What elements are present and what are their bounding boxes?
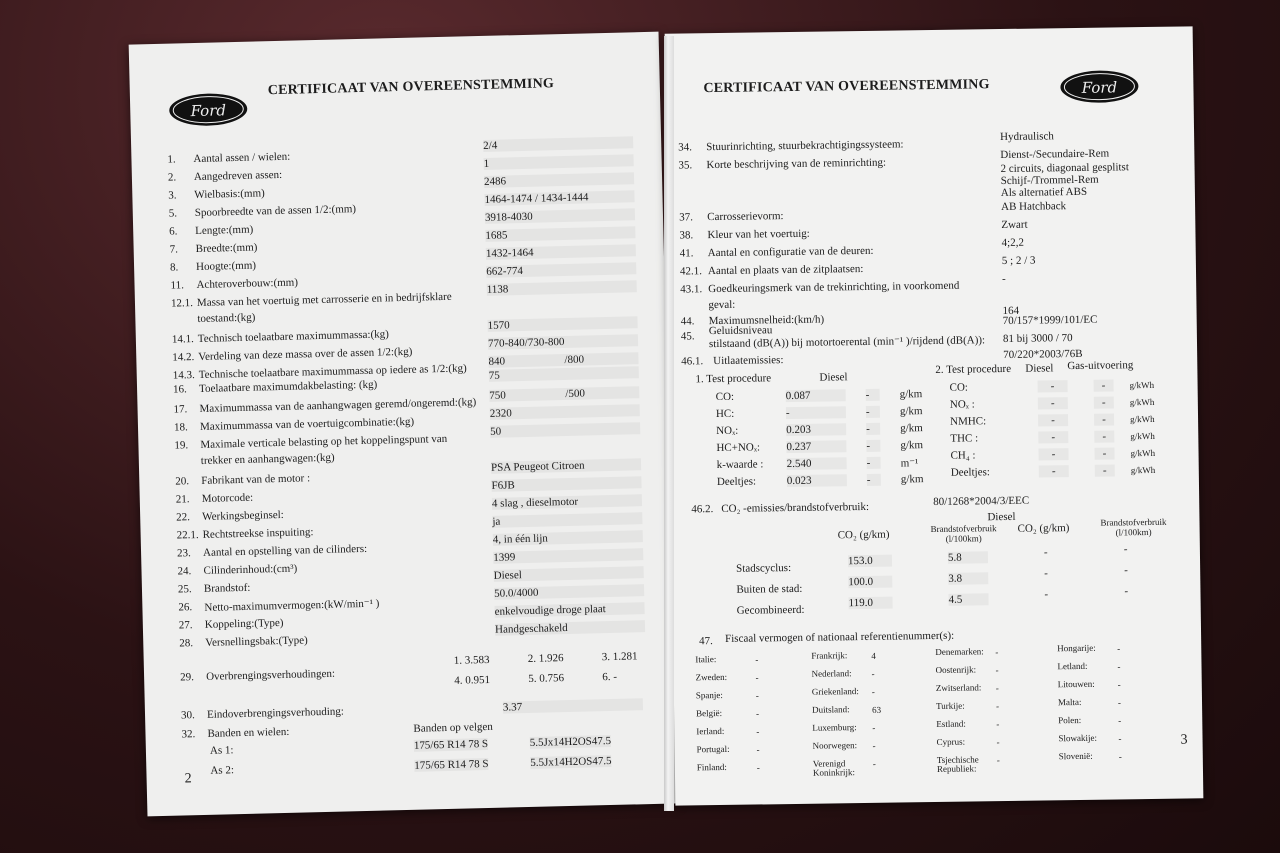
emission-value: -	[1038, 380, 1068, 392]
emission-value-2: -	[1095, 464, 1115, 476]
emission-unit: g/kWh	[1130, 447, 1156, 459]
spec-label: Kleur van het voertuig:	[707, 227, 810, 242]
emission-name: CO:	[949, 381, 969, 394]
country-name: Zwitserland:	[935, 682, 982, 694]
emission-value: -	[1038, 414, 1068, 426]
item-number: 8.	[169, 261, 179, 274]
country-value: -	[755, 690, 759, 701]
axle-label: As 2:	[210, 764, 235, 777]
co2-col-header: CO₂ (g/km)	[837, 528, 890, 542]
fuel-value: 4.5	[948, 593, 988, 606]
country-name: Frankrijk:	[811, 650, 848, 661]
item-number: 16.	[172, 383, 187, 396]
spec-label: Korte beschrijving van de reminrichting:	[706, 156, 887, 172]
final-drive-label: Eindoverbrengingsverhouding:	[206, 705, 345, 721]
country-name: Spanje:	[695, 689, 723, 701]
country-value: -	[1117, 679, 1121, 690]
spec-value	[490, 438, 640, 442]
country-value: -	[995, 647, 999, 658]
item-number: 19.	[174, 439, 189, 452]
co2-value: 119.0	[849, 597, 893, 610]
emission-value: -	[1039, 465, 1069, 477]
spec-label: Aantal en configuratie van de deuren:	[707, 244, 874, 260]
country-value: -	[1118, 733, 1122, 744]
country-name: Zweden:	[695, 671, 728, 683]
spec-label: Goedkeuringsmerk van de trekinrichting, in voorkomend	[708, 279, 960, 296]
fuel-value-2: -	[1124, 585, 1129, 598]
co2-row-name: Buiten de stad:	[736, 582, 803, 596]
item-number: 12.1.	[170, 297, 194, 310]
emission-unit: g/km	[899, 388, 923, 401]
spec-label: Maximale verticale belasting op het koppelingspunt van	[200, 432, 448, 451]
fuel-value: 5.8	[948, 551, 988, 564]
co2-value-2: -	[1044, 567, 1048, 580]
item-number: 6.	[169, 225, 178, 238]
country-name: Luxemburg:	[812, 722, 857, 733]
country-name: Letland:	[1057, 660, 1088, 672]
spec-label: Cilinderinhoud:(cm³)	[203, 562, 298, 577]
country-name: Verenigd Koninkrijk:	[812, 758, 856, 778]
emission-name: HC+NOₓ:	[716, 441, 761, 455]
emission-value-2: -	[866, 389, 880, 401]
spec-value: 5 ; 2 / 3	[1001, 254, 1036, 268]
spec-label: Toelaatbare maximumdakbelasting: (kg)	[198, 378, 378, 395]
spec-value: 1685	[485, 226, 635, 242]
emission-value: 0.237	[786, 440, 846, 453]
gear-ratio: 2. 1.926	[527, 652, 564, 666]
item-number: 47.	[699, 635, 713, 648]
item-number: 42.1.	[679, 265, 703, 278]
item-number: 18.	[173, 421, 188, 434]
item-number: 11.	[170, 279, 185, 292]
item-number: 14.2.	[172, 351, 195, 364]
co2-value-2: -	[1043, 546, 1048, 559]
spec-value: AB Hatchback	[1001, 200, 1067, 214]
country-name: Cyprus:	[936, 736, 966, 747]
spec-label: Rechtstreekse inspuiting:	[202, 526, 314, 541]
spec-label: Carrosserievorm:	[707, 210, 784, 224]
spec-label: Hoogte:(mm)	[195, 259, 257, 274]
country-name: Turkije:	[935, 700, 965, 711]
right-page	[665, 26, 1204, 805]
emission-name: CO:	[715, 390, 735, 404]
spec-value: 662-774	[486, 262, 636, 278]
spec-label: Motorcode:	[201, 491, 254, 505]
spec-label: geval:	[708, 298, 736, 312]
spec-label: Spoorbreedte van de assen 1/2:(mm)	[194, 203, 357, 220]
country-name: Italie:	[695, 654, 717, 665]
emission-name: Deeltjes:	[716, 475, 757, 489]
country-value: -	[996, 719, 1000, 730]
fiscal-label: Fiscaal vermogen of nationaal referentienummer(s):	[725, 629, 955, 645]
country-value: -	[1118, 751, 1122, 762]
item-number: 34.	[678, 141, 693, 154]
country-name: Estland:	[936, 718, 966, 729]
co2-col-header: CO₂ (g/km)	[1017, 522, 1070, 535]
item-number: 5.	[168, 207, 178, 220]
spec-value: enkelvoudige droge plaat	[494, 602, 644, 618]
spec-label: Koppeling:(Type)	[204, 616, 284, 631]
spec-label: Wielbasis:(mm)	[194, 187, 265, 202]
emission-name: k-waarde :	[716, 458, 764, 472]
spec-value	[487, 296, 637, 300]
spec-value: 1	[484, 154, 634, 170]
item-number: 46.1.	[681, 355, 704, 368]
spec-value: 75	[489, 366, 639, 382]
gear-ratio: 4. 0.951	[454, 673, 491, 687]
tyre-size: 175/65 R14 78 S	[414, 758, 489, 772]
emission-value: -	[1038, 397, 1068, 409]
item-number: 35.	[678, 159, 693, 172]
emission-unit: g/km	[900, 473, 924, 486]
country-value: -	[995, 683, 999, 694]
emission-unit: m⁻¹	[900, 457, 919, 470]
spec-value: 2320	[490, 404, 640, 420]
spec-value: 4 slag , dieselmotor	[492, 494, 642, 510]
emission-value: 2.540	[787, 457, 847, 470]
spec-label: Massa van het voertuig met carrosserie en in bedrijfsklare	[196, 290, 452, 309]
emission-name: HC:	[715, 407, 735, 421]
country-value: -	[872, 722, 876, 733]
item-number: 14.1.	[171, 333, 195, 346]
tyres-header: Banden op velgen	[413, 720, 494, 735]
country-value: 4	[871, 650, 876, 661]
spec-value: 1138	[487, 280, 637, 296]
emission-unit: g/kWh	[1129, 396, 1155, 408]
tyre-size: 175/65 R14 78 S	[413, 738, 489, 752]
spec-label: trekker en aanhangwagen:(kg)	[200, 451, 335, 467]
country-name: Denemarken:	[935, 646, 984, 658]
spec-value: 1399	[493, 548, 643, 564]
spec-value: 50.0/4000	[494, 584, 644, 600]
country-value: -	[995, 665, 999, 676]
spec-value: PSA Peugeot Citroen	[491, 458, 641, 474]
country-name: Duitsland:	[812, 704, 850, 715]
item-number: 3.	[168, 189, 177, 202]
emission-unit: g/km	[900, 422, 923, 435]
country-name: Polen:	[1058, 714, 1082, 726]
spec-label: Werkingsbeginsel:	[202, 508, 284, 523]
country-value: -	[1117, 661, 1121, 672]
country-name: Finland:	[696, 761, 727, 773]
country-name: Ierland:	[696, 725, 725, 737]
rim-size: 5.5Jx14H2OS47.5	[529, 735, 612, 749]
country-name: Nederland:	[811, 668, 852, 679]
country-value: -	[755, 672, 759, 683]
spec-value-2: /500	[565, 387, 586, 401]
emission-name: NMHC:	[949, 415, 987, 428]
item-number: 32.	[181, 728, 196, 741]
country-value: -	[995, 701, 1000, 712]
emission-value: -	[1038, 431, 1068, 443]
co2-row-name: Stadscyclus:	[736, 562, 792, 575]
country-name: Griekenland:	[811, 686, 859, 697]
emission-value: 0.203	[786, 423, 846, 436]
spec-label: Maximumsnelheid:(km/h)	[708, 313, 825, 328]
spec-label: Aantal en plaats van de zitplaatsen:	[707, 262, 864, 278]
item-number: 28.	[179, 637, 194, 650]
emission-value-2: -	[1094, 396, 1114, 408]
spec-value: 50	[490, 422, 640, 438]
spec-label: Technische toelaatbare maximummassa op iedere as 1/2:(kg)	[198, 362, 467, 381]
spec-value: 2 circuits, diagonaal gesplitst	[1000, 161, 1129, 176]
fuel-col-header: Brandstofverbruik (l/100km)	[930, 523, 997, 544]
spec-value: 1570	[487, 316, 637, 332]
country-name: Portugal:	[696, 743, 730, 755]
test1-title: 1. Test procedure	[695, 372, 772, 386]
fuel-value-2: -	[1124, 564, 1128, 577]
co2-label: CO₂ -emissies/brandstofverbruik:	[721, 500, 870, 515]
spec-value: 4;2,2	[1001, 236, 1024, 250]
test2-title: 2. Test procedure	[935, 362, 1012, 376]
spec-label: toestand:(kg)	[197, 311, 256, 325]
country-value: 63	[872, 704, 882, 715]
item-number: 22.1.	[176, 529, 199, 542]
country-value: -	[756, 762, 760, 773]
country-value: -	[871, 668, 875, 679]
emission-value-2: -	[1094, 430, 1114, 442]
emission-name: CH₄ :	[950, 449, 976, 462]
gear-ratio: 6. -	[602, 670, 618, 684]
country-name: Litouwen:	[1057, 678, 1095, 690]
fuel-value-2: -	[1123, 543, 1128, 556]
country-value: -	[872, 740, 876, 751]
emission-value-2: -	[1094, 379, 1114, 391]
axle-label: As 1:	[209, 744, 234, 757]
item-number: 46.2.	[691, 503, 714, 516]
spec-label: Verdeling van deze massa over de assen 1/2:(kg)	[198, 345, 413, 363]
emission-value-2: -	[1094, 447, 1114, 459]
item-number: 14.3.	[172, 369, 195, 382]
emission-name: NOₓ:	[716, 424, 739, 438]
spec-label: Stuurinrichting, stuurbekrachtigingssysteem:	[706, 138, 904, 154]
spec-label: Lengte:(mm)	[195, 223, 254, 238]
item-number: 41.	[679, 247, 694, 260]
test1-fuel: Diesel	[819, 371, 848, 384]
spec-label: Versnellingsbak:(Type)	[205, 634, 308, 649]
emission-value-2: -	[1094, 413, 1114, 425]
country-value: -	[1118, 715, 1122, 726]
emission-name: NOₓ :	[949, 398, 975, 411]
spec-label: Brandstof:	[203, 581, 251, 595]
spec-value: 840	[488, 352, 638, 368]
emission-value: 0.087	[786, 389, 846, 402]
item-number: 22.	[176, 511, 191, 524]
page-title: CERTIFICAAT VAN OVEREENSTEMMING	[267, 76, 555, 99]
noise-label: Geluidsniveau	[708, 324, 773, 338]
gear-ratios-label: Overbrengingsverhoudingen:	[205, 667, 336, 683]
country-value: -	[872, 758, 876, 769]
spec-label: Aangedreven assen:	[193, 168, 283, 184]
co2-value: 100.0	[848, 576, 892, 589]
spec-value: -	[1002, 272, 1006, 286]
emission-value-2: -	[867, 457, 881, 469]
page-number: 3	[1180, 732, 1188, 748]
spec-label: Technisch toelaatbare maximummassa:(kg)	[197, 328, 390, 345]
country-name: Tsjechische Republiek:	[936, 754, 979, 774]
spec-label: Aantal en opstelling van de cilinders:	[202, 542, 368, 559]
left-page	[129, 32, 678, 817]
spec-value: Dienst-/Secundaire-Rem	[1000, 147, 1110, 162]
item-number: 20.	[175, 475, 190, 488]
tyres-label: Banden en wielen:	[207, 725, 290, 740]
emission-unit: g/kWh	[1129, 413, 1155, 425]
spec-label: Maximummassa van de aanhangwagen geremd/ongeremd:(kg)	[199, 396, 477, 415]
test2-fuel: Diesel	[1025, 362, 1054, 375]
gear-ratio: 5. 0.756	[528, 672, 565, 686]
spec-value: 750	[489, 386, 639, 402]
emission-value: -	[786, 406, 846, 419]
fuel-value: 3.8	[948, 572, 988, 585]
gear-ratio: 3. 1.281	[601, 650, 638, 664]
page-title: CERTIFICAAT VAN OVEREENSTEMMING	[703, 77, 990, 97]
noise-value: 81 bij 3000 / 70	[1002, 332, 1073, 346]
item-number: 17.	[173, 403, 188, 416]
spec-value: Diesel	[494, 566, 644, 582]
rim-size: 5.5Jx14H2OS47.5	[530, 755, 612, 769]
country-value: -	[756, 726, 760, 737]
spec-label: Breedte:(mm)	[195, 241, 258, 256]
item-number: 21.	[175, 493, 190, 506]
emission-value: 0.023	[787, 474, 847, 487]
gear-ratio: 1. 3.583	[453, 653, 490, 667]
country-name: België:	[696, 707, 723, 719]
emission-value-2: -	[866, 406, 880, 418]
country-value: -	[996, 755, 1000, 766]
spec-label: Netto-maximumvermogen:(kW/min⁻¹ )	[204, 597, 380, 614]
spec-value: F6JB	[491, 476, 641, 492]
spec-value: 164	[1002, 304, 1020, 318]
co2-row-name: Gecombineerd:	[736, 603, 805, 617]
ford-logo-icon	[168, 92, 249, 128]
spec-value: 1432-1464	[486, 244, 636, 260]
emission-unit: g/kWh	[1129, 379, 1155, 391]
country-name: Hongarije:	[1057, 642, 1096, 654]
spec-value: Handgeschakeld	[495, 620, 645, 636]
item-number: 7.	[169, 243, 179, 256]
spec-label: Aantal assen / wielen:	[193, 150, 291, 166]
spec-value: 2/4	[483, 136, 633, 152]
emission-unit: g/km	[900, 439, 924, 452]
country-value: -	[1117, 697, 1122, 708]
item-number: 27.	[178, 619, 193, 632]
item-number: 45.	[680, 330, 695, 343]
country-name: Slovenië:	[1058, 750, 1093, 762]
spec-value: ja	[492, 512, 642, 528]
spec-value: Zwart	[1001, 218, 1028, 232]
co2-directive: 80/1268*2004/3/EEC	[933, 494, 1030, 509]
emission-value-2: -	[866, 440, 880, 452]
country-name: Malta:	[1057, 696, 1082, 708]
co2-value-2: -	[1044, 588, 1049, 601]
spec-value: Als alternatief ABS	[1000, 185, 1088, 200]
emission-value-2: -	[867, 474, 881, 486]
emissions-label: Uitlaatemissies:	[713, 354, 784, 368]
co2-fuel: Diesel	[987, 510, 1016, 524]
country-value: -	[1117, 643, 1121, 654]
noise-approval: 70/157*1999/101/EC	[1002, 313, 1098, 328]
spec-label: Maximummassa van de voertuigcombinatie:(kg)	[199, 415, 415, 433]
svg-text:Ford: Ford	[1081, 78, 1118, 97]
country-value: -	[756, 708, 760, 719]
item-number: 44.	[680, 315, 695, 328]
noise-line: stilstaand (dB(A)) bij motortoerental (min⁻¹ )/rijdend (dB(A)):	[708, 334, 986, 351]
ford-logo-icon	[1059, 69, 1139, 104]
item-number: 25.	[177, 583, 192, 596]
country-name: Oostenrijk:	[935, 664, 977, 676]
country-value: -	[756, 744, 760, 755]
spec-value-2: /800	[564, 353, 585, 367]
emission-unit: g/km	[899, 405, 923, 418]
co2-value: 153.0	[848, 555, 892, 568]
item-number: 43.1.	[680, 283, 703, 296]
emission-value-2: -	[866, 423, 880, 435]
item-number: 24.	[177, 565, 192, 578]
spec-value: 4, in één lijn	[493, 530, 643, 546]
spec-value: 1464-1474 / 1434-1444	[484, 190, 634, 206]
country-name: Slowakije:	[1058, 732, 1098, 744]
item-number: 23.	[176, 547, 191, 560]
emission-unit: g/kWh	[1130, 464, 1156, 476]
item-number: 30.	[180, 709, 195, 722]
item-number: 26.	[178, 601, 193, 614]
spec-value: 3918-4030	[485, 208, 635, 224]
item-number: 37.	[679, 211, 694, 224]
country-value: -	[871, 686, 875, 697]
noise-directive: 70/220*2003/76B	[1003, 347, 1083, 362]
spec-value: Hydraulisch	[1000, 130, 1054, 144]
emission-name: Deeltjes:	[950, 466, 990, 479]
spec-value: 770-840/730-800	[488, 334, 638, 350]
svg-text:Ford: Ford	[190, 101, 227, 121]
item-number: 29.	[179, 671, 195, 684]
emission-unit: g/kWh	[1130, 430, 1155, 442]
page-fold	[664, 36, 674, 811]
item-number: 1.	[167, 153, 176, 166]
emission-name: THC :	[950, 432, 979, 445]
fuel-col-header: Brandstofverbruik (l/100km)	[1100, 516, 1167, 538]
page-number: 2	[184, 771, 192, 787]
emission-value: -	[1038, 448, 1068, 460]
country-name: Noorwegen:	[812, 740, 858, 751]
country-value: -	[996, 737, 1000, 748]
item-number: 2.	[167, 171, 177, 184]
item-number: 38.	[679, 229, 694, 242]
country-value: -	[755, 654, 759, 665]
test2-alt: Gas-uitvoering	[1067, 359, 1134, 373]
spec-value: 2486	[484, 172, 634, 188]
spec-value: Schijf-/Trommel-Rem	[1000, 173, 1099, 188]
spec-label: Achteroverbouw:(mm)	[196, 276, 299, 292]
spec-label: Fabrikant van de motor :	[201, 472, 311, 487]
final-drive-value: 3.37	[503, 698, 643, 713]
